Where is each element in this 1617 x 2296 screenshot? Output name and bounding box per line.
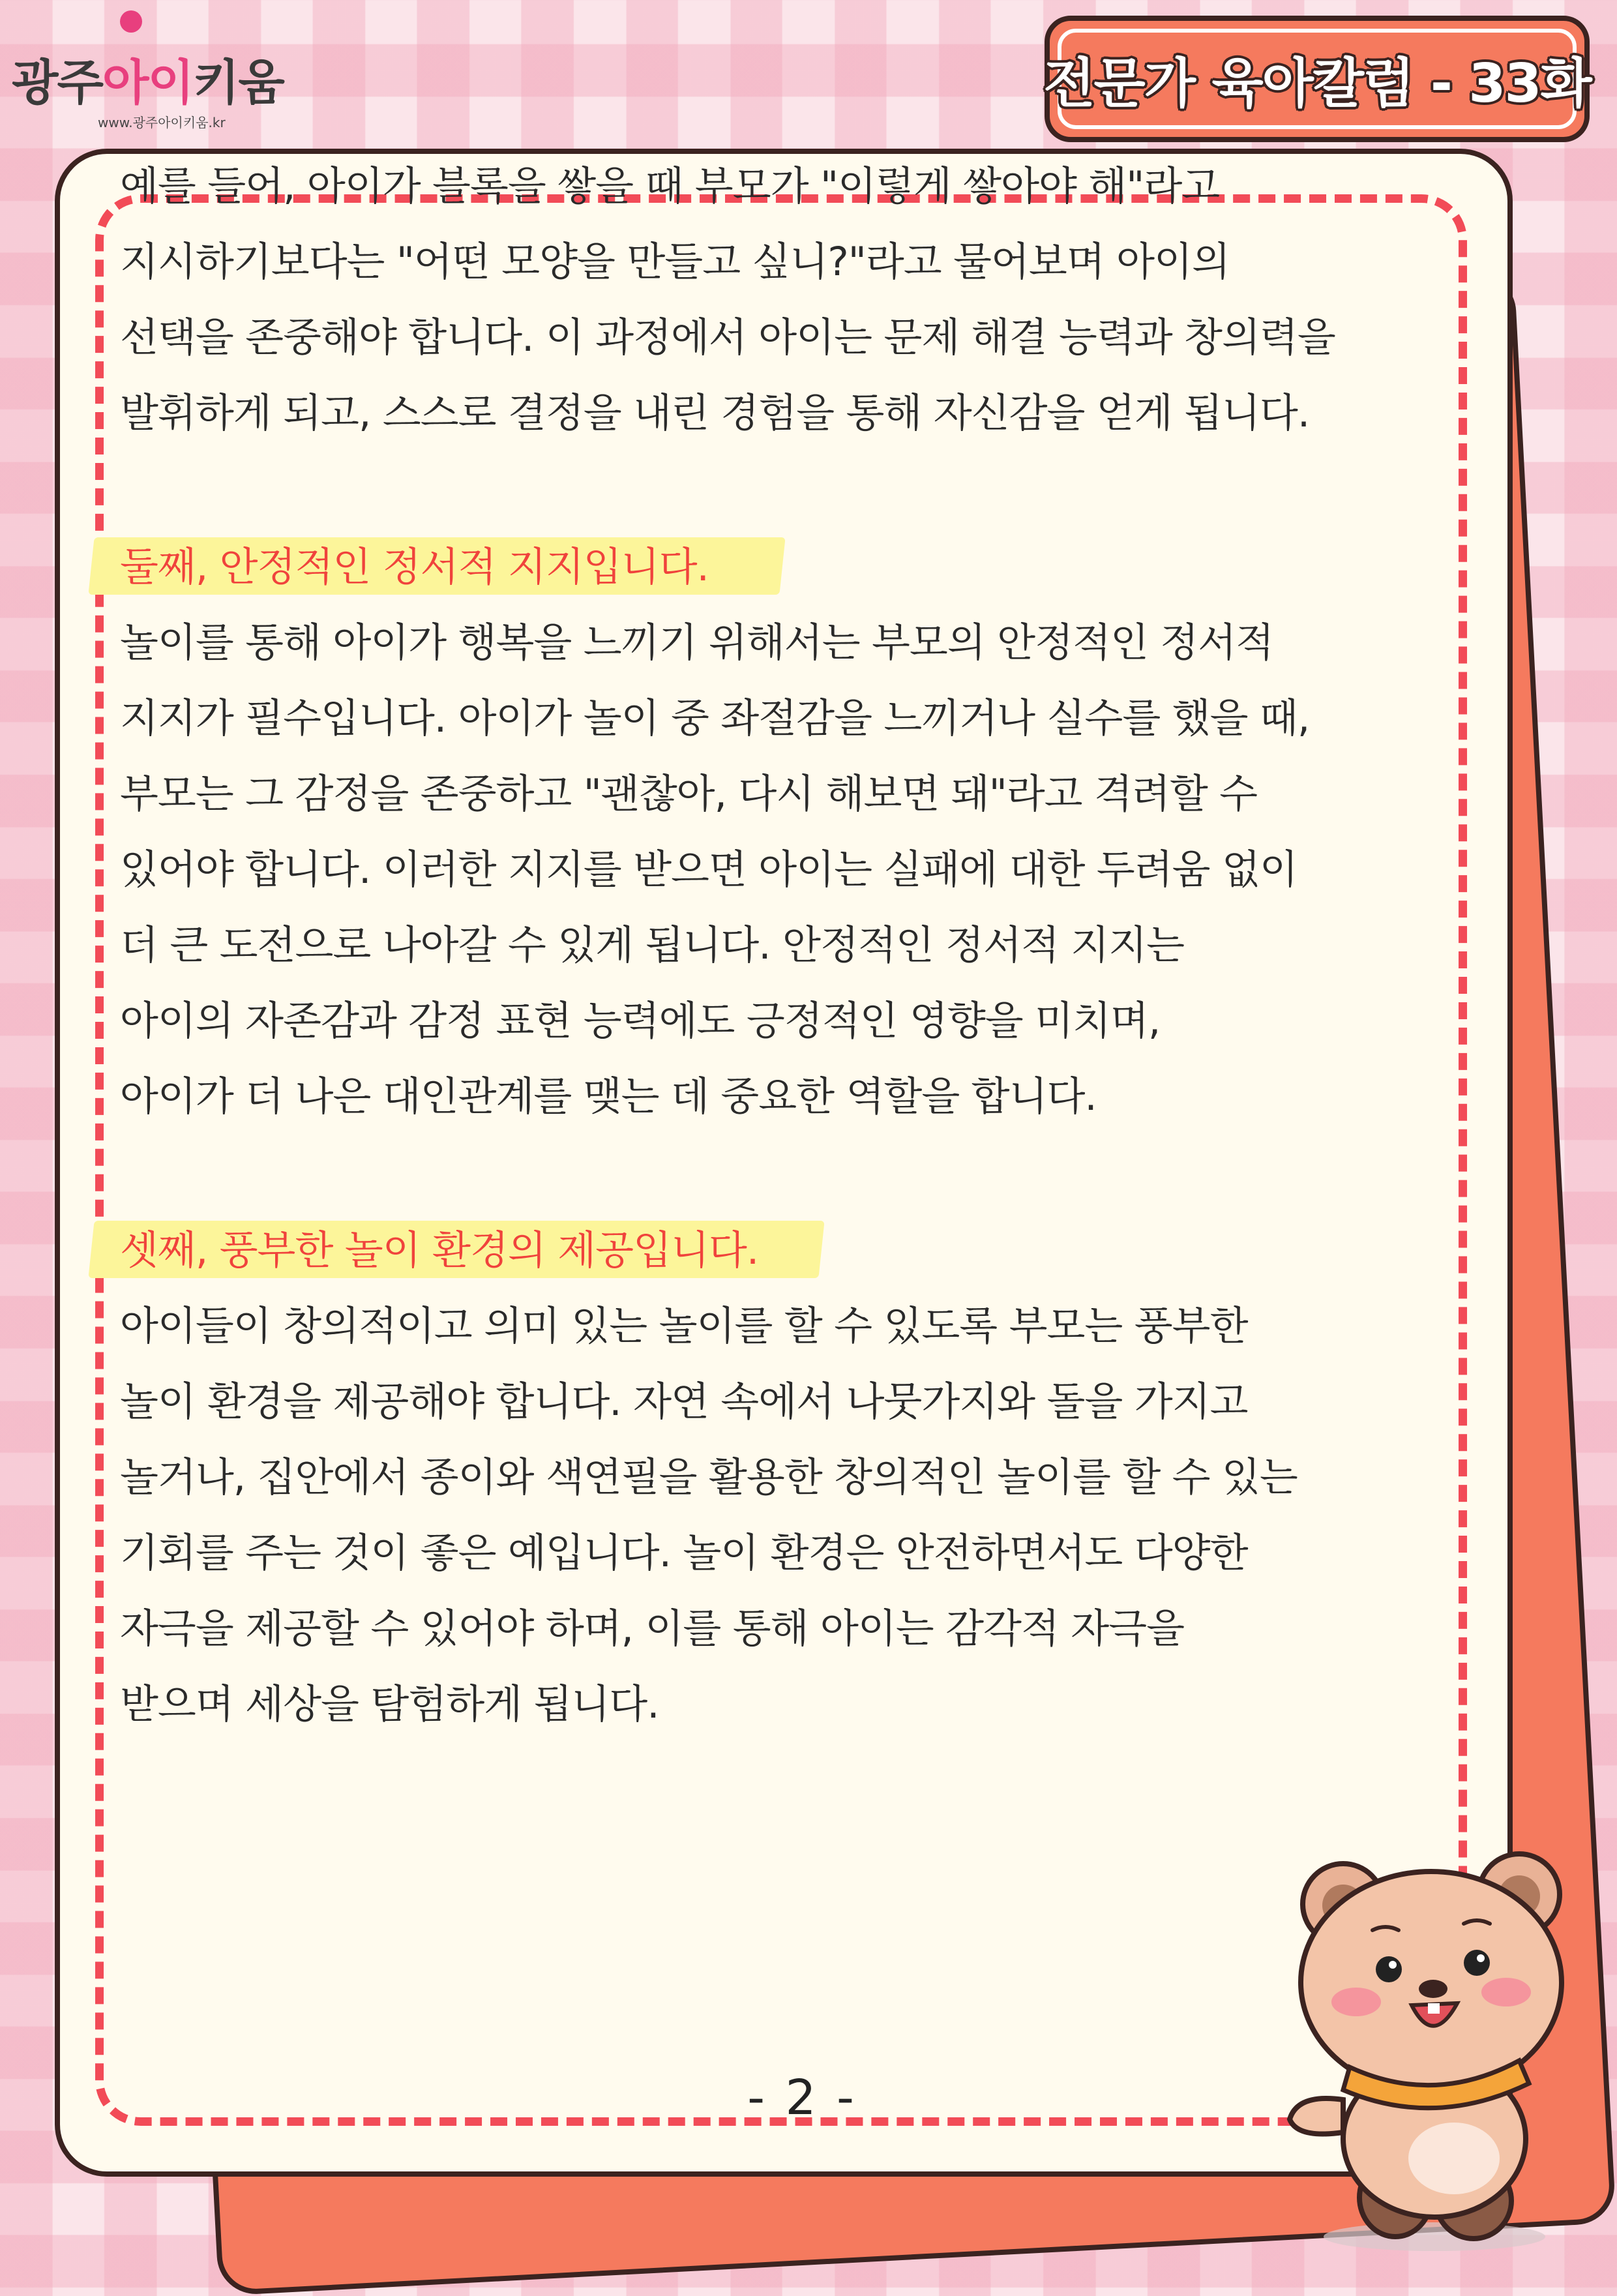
logo-part1: 광주 xyxy=(12,55,102,111)
intro-line: 선택을 존중해야 합니다. 이 과정에서 아이는 문제 해결 능력과 창의력을 xyxy=(120,314,1335,361)
section3-line: 기회를 주는 것이 좋은 예입니다. 놀이 환경은 안전하면서도 다양한 xyxy=(120,1530,1248,1576)
page-number: - 2 - xyxy=(747,2070,857,2126)
intro-line: 발휘하게 되고, 스스로 결정을 내린 경험을 통해 자신감을 얻게 됩니다. xyxy=(120,390,1310,436)
section2-heading-wrap xyxy=(120,529,1411,605)
article-body xyxy=(120,149,1411,1742)
section3-line: 받으며 세상을 탐험하게 됩니다. xyxy=(120,1681,659,1727)
logo-wordmark xyxy=(12,44,284,113)
section3-line: 놀거나, 집안에서 종이와 색연필을 활용한 창의적인 놀이를 할 수 있는 xyxy=(120,1454,1298,1500)
section3-line: 놀이 환경을 제공해야 합니다. 자연 속에서 나뭇가지와 돌을 가지고 xyxy=(120,1379,1248,1425)
column-badge-inner xyxy=(1043,29,1591,129)
section3-line: 아이들이 창의적이고 의미 있는 놀이를 할 수 있도록 부모는 풍부한 xyxy=(120,1303,1248,1349)
section3-heading-wrap xyxy=(120,1213,1411,1289)
section2-line: 아이가 더 나은 대인관계를 맺는 데 중요한 역할을 합니다. xyxy=(120,1073,1097,1120)
logo-part2: 아이 xyxy=(102,55,193,111)
logo-part3: 키움 xyxy=(192,55,284,111)
logo-dot-icon xyxy=(120,10,142,33)
section2-line: 아이의 자존감과 감정 표현 능력에도 긍정적인 영향을 미치며, xyxy=(120,998,1161,1044)
section2-line: 놀이를 통해 아이가 행복을 느끼기 위해서는 부모의 안정적인 정서적 xyxy=(120,619,1274,666)
intro-line: 지시하기보다는 "어떤 모양을 만들고 싶니?"라고 물어보며 아이의 xyxy=(120,239,1230,285)
logo-url: www.광주아이키움.kr xyxy=(98,115,226,130)
section2-line: 부모는 그 감정을 존중하고 "괜찮아, 다시 해보면 돼"라고 격려할 수 xyxy=(120,771,1258,817)
section2-heading: 둘째, 안정적인 정서적 지지입니다. xyxy=(120,544,709,590)
section2-line: 더 큰 도전으로 나아갈 수 있게 됩니다. 안정적인 정서적 지지는 xyxy=(120,922,1185,968)
section2-line: 지지가 필수입니다. 아이가 놀이 중 좌절감을 느끼거나 실수를 했을 때, xyxy=(120,695,1310,741)
site-logo xyxy=(12,8,351,130)
section-gap xyxy=(120,451,1411,529)
quokka-mascot-icon xyxy=(1271,1832,1597,2256)
section3-line: 자극을 제공할 수 있어야 하며, 이를 통해 아이는 감각적 자극을 xyxy=(120,1605,1185,1652)
section-gap xyxy=(120,1135,1411,1213)
column-badge-title: 전문가 육아칼럼 - 33화 xyxy=(1043,52,1591,115)
section2-line: 있어야 합니다. 이러한 지지를 받으면 아이는 실패에 대한 두려움 없이 xyxy=(120,846,1298,893)
column-badge xyxy=(1045,16,1590,142)
section3-heading: 셋째, 풍부한 놀이 환경의 제공입니다. xyxy=(120,1227,759,1274)
intro-line: 예를 들어, 아이가 블록을 쌓을 때 부모가 "이렇게 쌓아야 해"라고 xyxy=(120,163,1220,209)
